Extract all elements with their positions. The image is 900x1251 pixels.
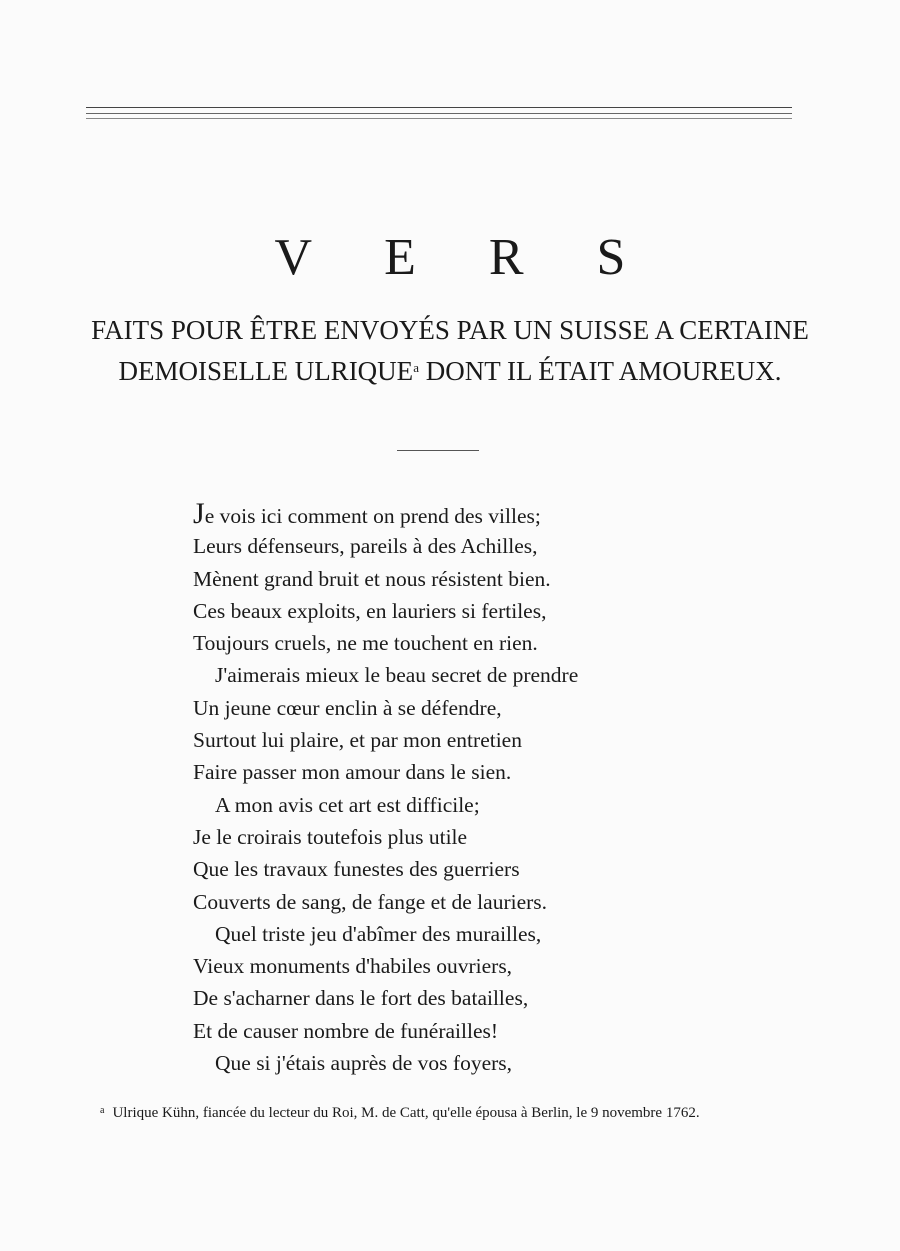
poem-line: Et de causer nombre de funérailles! [193, 1018, 499, 1043]
poem-line: Que si j'étais auprès de vos foyers, [215, 1051, 513, 1076]
poem-line: Quel triste jeu d'abîmer des murailles, [215, 921, 542, 946]
poem-line: Mènent grand bruit et nous résistent bien. [193, 566, 551, 591]
subtitle-text: DONT IL ÉTAIT AMOUREUX. [418, 356, 782, 386]
poem-line: Ces beaux exploits, en lauriers si fertiles, [193, 598, 547, 623]
top-rule [86, 113, 792, 114]
top-rule [86, 107, 792, 108]
footnote-mark: a [100, 1105, 105, 1116]
poem-line: Faire passer mon amour dans le sien. [193, 760, 512, 785]
poem-line: Surtout lui plaire, et par mon entretien [193, 728, 522, 753]
poem-line: Toujours cruels, ne me touchent en rien. [193, 631, 538, 656]
poem-line: Je le croirais toutefois plus utile [193, 824, 468, 849]
subtitle-text: FAITS POUR ÊTRE ENVOYÉS PAR UN SUISSE A CERTAINE DEMOISELLE ULRIQUE [91, 315, 809, 386]
poem-line: A mon avis cet art est difficile; [215, 792, 480, 817]
footnote-reference: a [413, 360, 419, 375]
poem [193, 498, 813, 1079]
poem-line: Leurs défenseurs, pareils à des Achilles, [193, 534, 538, 559]
poem-line: J'aimerais mieux le beau secret de prendre [215, 663, 579, 688]
poem-line: Je vois ici comment on prend des villes; [193, 497, 541, 530]
footnote [86, 1098, 796, 1126]
page-title: V E R S [274, 229, 656, 286]
page-subtitle [80, 312, 820, 390]
title-divider [397, 450, 479, 451]
poem-line: Un jeune cœur enclin à se défendre, [193, 695, 502, 720]
poem-line: Vieux monuments d'habiles ouvriers, [193, 954, 513, 979]
poem-line: Que les travaux funestes des guerriers [193, 857, 520, 882]
poem-line: De s'acharner dans le fort des batailles, [193, 986, 529, 1011]
top-rule [86, 118, 792, 119]
footnote-text: Ulrique Kühn, fiancée du lecteur du Roi, M. de Catt, qu'elle épousa à Berlin, le 9 novembre 1762. [112, 1105, 700, 1121]
poem-line: Couverts de sang, de fange et de lauriers. [193, 889, 548, 914]
